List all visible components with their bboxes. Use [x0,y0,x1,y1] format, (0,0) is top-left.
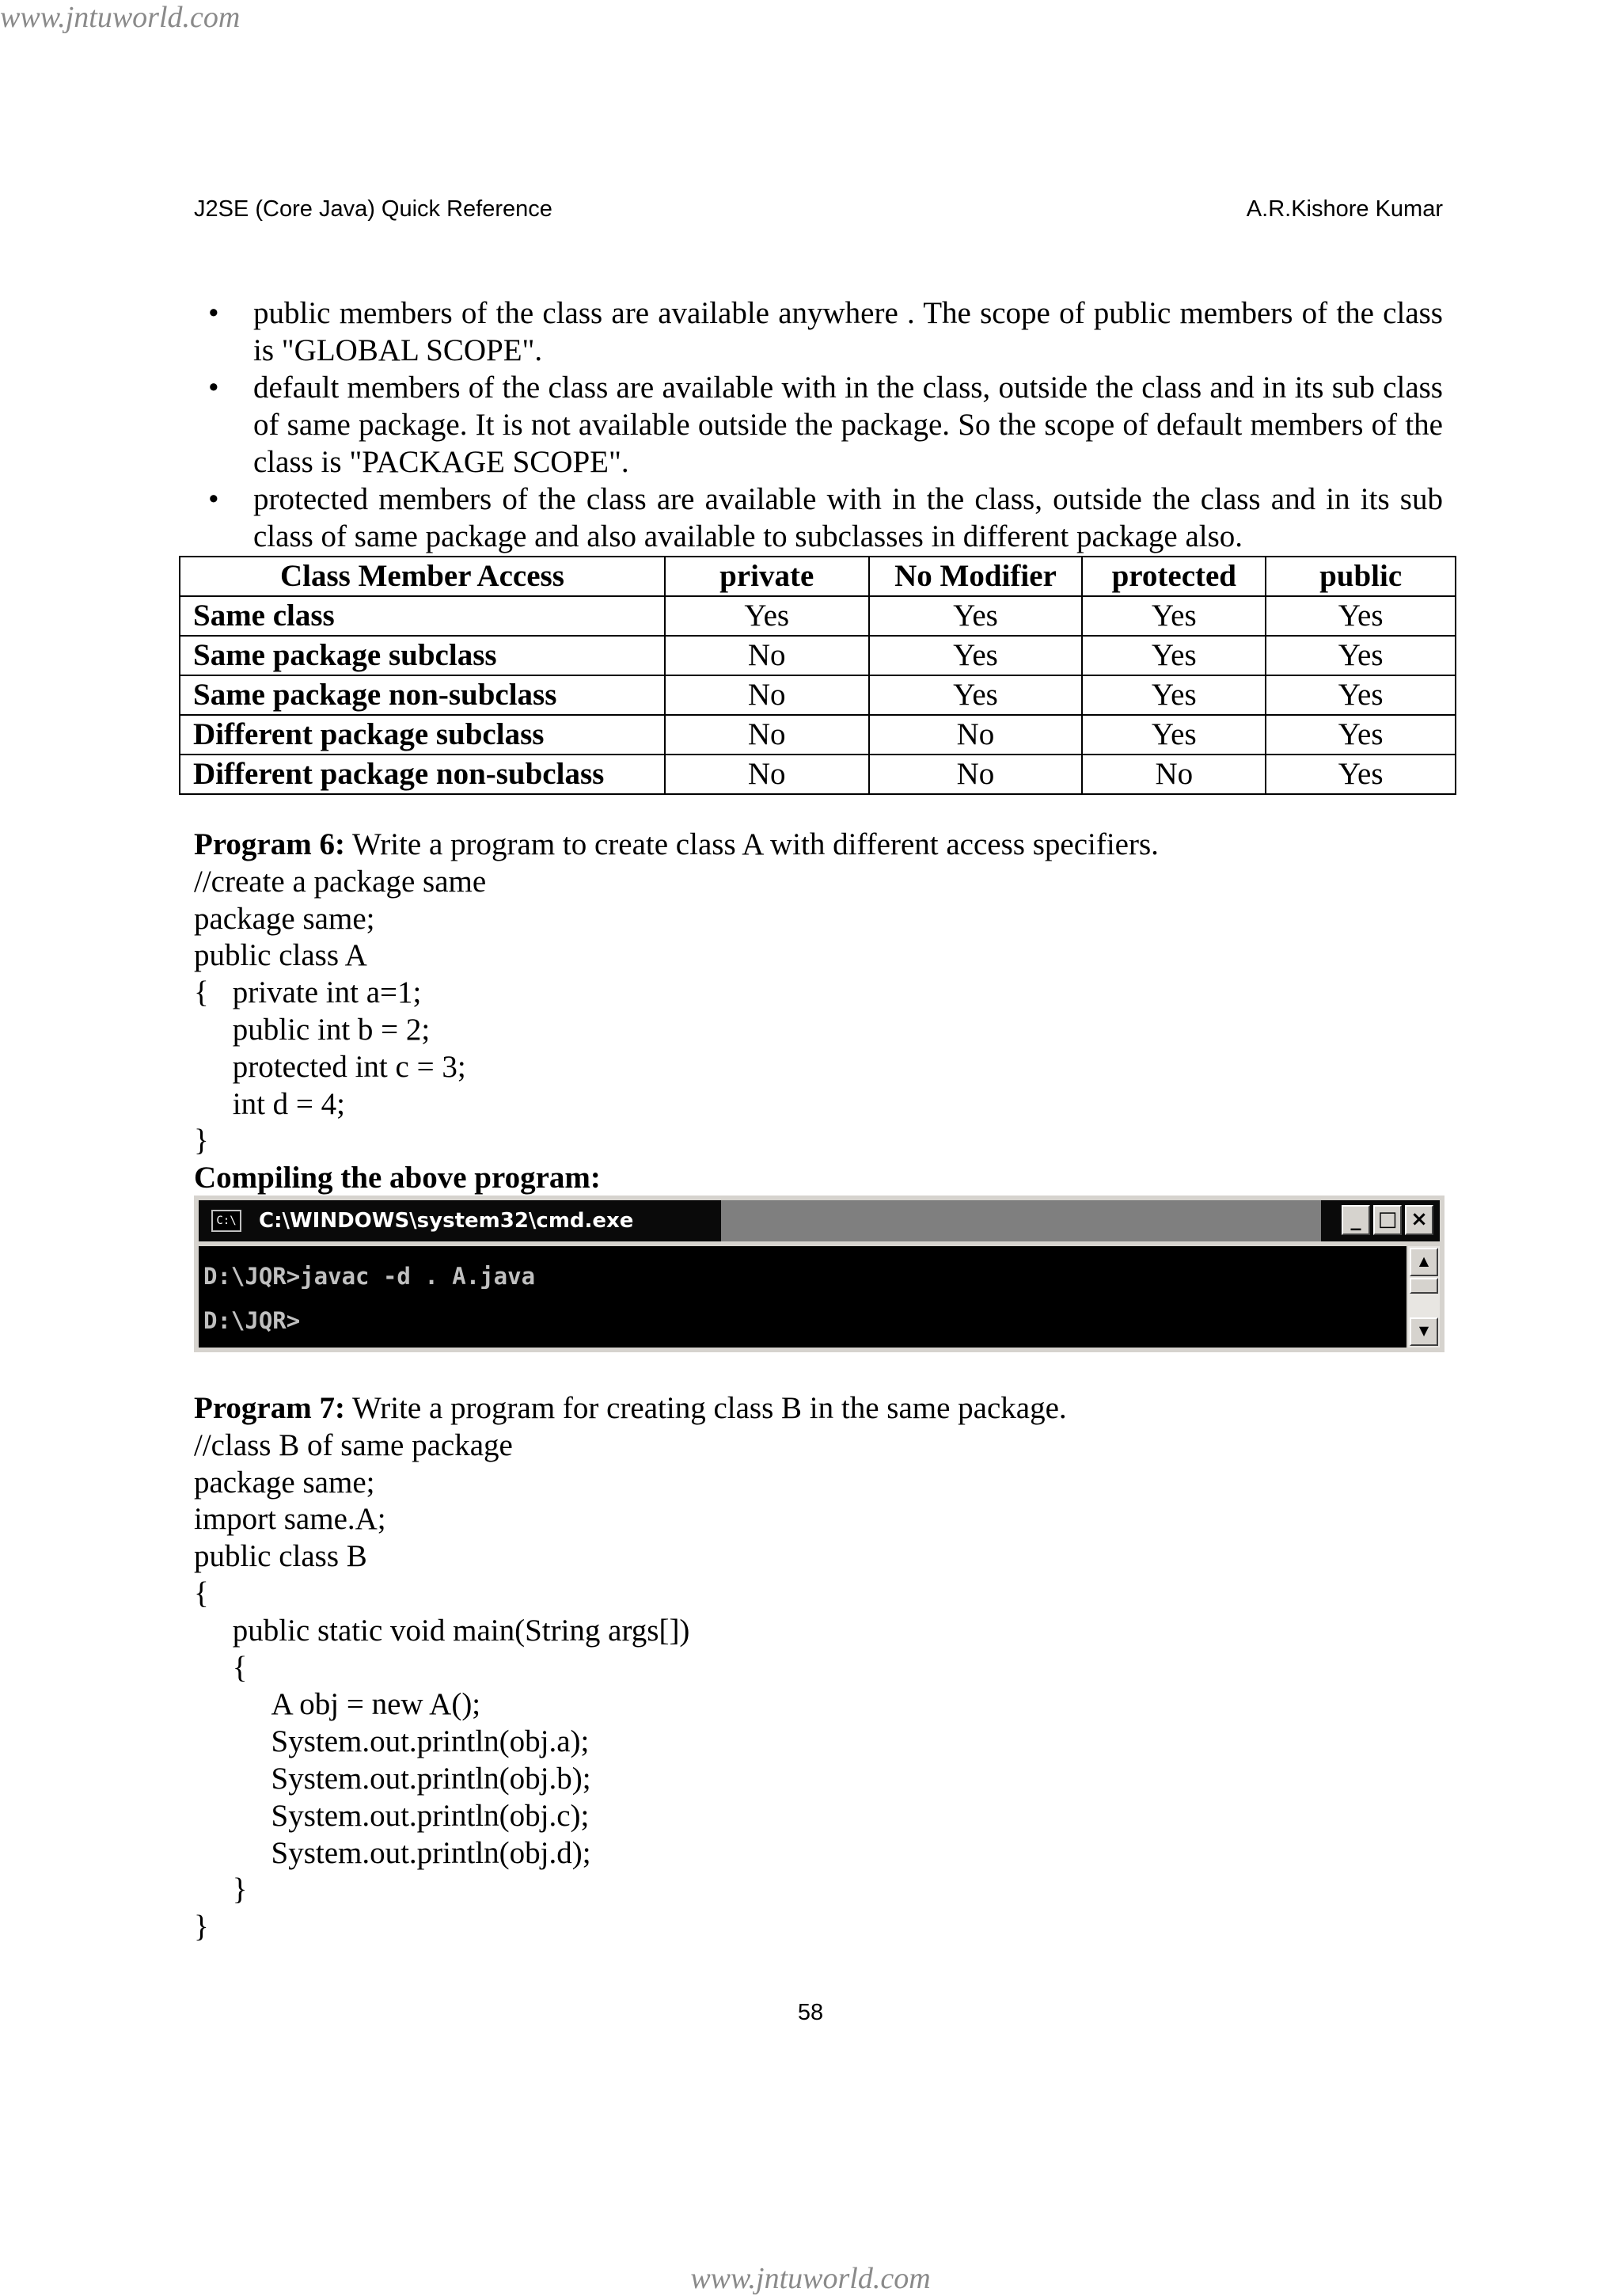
class-member-access-table [179,556,1456,795]
scroll-down-button[interactable]: ▼ [1410,1317,1438,1346]
table-row-label: Same package subclass [180,636,665,675]
table-cell: Yes [869,596,1083,636]
cmd-window [194,1196,1444,1352]
page-header [194,196,1443,222]
bullet-dot-icon: • [208,482,219,516]
watermark-bottom: www.jntuworld.com [690,2262,931,2295]
cmd-title-text: C:\WINDOWS\system32\cmd.exe [259,1209,634,1233]
table-cell: No [665,675,869,715]
bullet-text: protected members of the class are available with in the class, outside the class and in its sub class of same package and also available to subclasses in different package also. [253,482,1443,553]
bullet-default [194,369,1443,481]
table-row [180,596,1456,636]
cmd-app-icon: C:\ [211,1210,241,1232]
table-cell: No [869,755,1083,794]
bullet-text: default members of the class are available with in the class, outside the class and in its sub class of same package. It is not available outside the package. So the scope of default members of the class is "PACKAGE SCOPE". [253,371,1443,479]
header-title: J2SE (Core Java) Quick Reference [194,196,552,222]
table-header-cell: public [1266,557,1456,596]
table-row [180,636,1456,675]
program-6-code: //create a package same package same; public class A { private int a=1; public int b = 2; protected int c = 3; int d = 4; } [194,864,487,1158]
table-header-cell: Class Member Access [180,557,665,596]
program-7-section [194,1390,1067,1946]
table-cell: No [1082,755,1266,794]
table-cell: Yes [1082,715,1266,755]
program-7-label: Program 7: [194,1391,345,1425]
vertical-scrollbar[interactable] [1408,1246,1440,1348]
access-scope-bullet-list [194,295,1443,555]
header-author: A.R.Kishore Kumar [1246,196,1443,222]
scroll-up-button[interactable]: ▲ [1410,1248,1438,1276]
scrollbar-thumb[interactable] [1410,1278,1438,1294]
table-cell: Yes [1266,675,1456,715]
table-row [180,755,1456,794]
compile-heading: Compiling the above program: [194,1161,601,1196]
cmd-title-bar[interactable] [199,1200,1440,1241]
table-cell: No [665,715,869,755]
table-row [180,675,1456,715]
window-controls [1342,1205,1433,1235]
bullet-dot-icon: • [208,371,219,405]
program-6-section [194,827,1159,1197]
close-button[interactable]: × [1405,1205,1433,1235]
bullet-dot-icon: • [208,296,219,330]
table-cell: Yes [1266,596,1456,636]
table-cell: Yes [1266,715,1456,755]
table-row-label: Different package non-subclass [180,755,665,794]
table-row-label: Same class [180,596,665,636]
bullet-public [194,295,1443,369]
program-7-code: //class B of same package package same; import same.A; public class B { public static void main(String args[]) { A obj = new A(); System.out.println(obj.a); System.out.println(obj.b); System.out.println(obj.c); System.out.println(obj.d); } } [194,1427,690,1944]
table-cell: Yes [665,596,869,636]
table-cell: Yes [1082,636,1266,675]
table-header-cell: No Modifier [869,557,1083,596]
table-row-label: Same package non-subclass [180,675,665,715]
table-cell: Yes [1266,636,1456,675]
table-cell: Yes [869,675,1083,715]
title-bar-gradient [721,1200,1321,1241]
program-6-label: Program 6: [194,827,345,861]
table-cell: Yes [1082,675,1266,715]
cmd-console-output[interactable]: D:\JQR>javac -d . A.java D:\JQR> [199,1246,1407,1348]
table-row [180,715,1456,755]
table-header-row [180,557,1456,596]
table-row-label: Different package subclass [180,715,665,755]
watermark-top: www.jntuworld.com [0,1,241,34]
table-cell: No [665,755,869,794]
table-header-cell: private [665,557,869,596]
minimize-button[interactable]: _ [1342,1205,1370,1235]
bullet-protected [194,481,1443,555]
table-header-cell: protected [1082,557,1266,596]
maximize-button[interactable]: □ [1373,1205,1402,1235]
page-number: 58 [797,2000,824,2025]
table-cell: Yes [869,636,1083,675]
table-cell: No [869,715,1083,755]
table-cell: Yes [1266,755,1456,794]
table-cell: No [665,636,869,675]
program-6-description: Write a program to create class A with different access specifiers. [344,827,1159,861]
table-cell: Yes [1082,596,1266,636]
program-7-description: Write a program for creating class B in the same package. [344,1391,1067,1425]
bullet-text: public members of the class are available anywhere . The scope of public members of the class is "GLOBAL SCOPE". [253,296,1443,367]
